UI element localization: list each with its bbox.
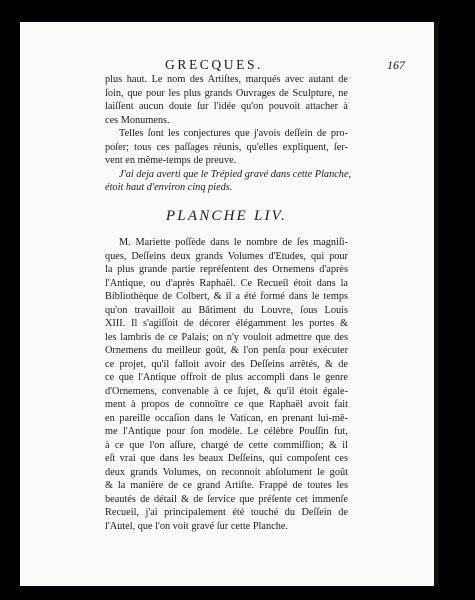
text-line: l'Antique, ou d'après Raphaël. Ce Recueil étoit dans la xyxy=(105,277,348,289)
paragraph-mariette xyxy=(105,236,348,533)
text-line: étoit haut d'environ cinq pieds. xyxy=(105,182,233,193)
text-line: d'Ornemens, convenable à ce ſujet, & qu'il étoit égale- xyxy=(105,385,348,397)
text-line: ment à propos de connoître ce que Raphaël avoit fait xyxy=(105,399,348,410)
text-line: ce que l'Antique offroit de plus accompli dans le genre xyxy=(105,372,348,383)
text-line: vent en même-temps de preuve. xyxy=(105,155,237,166)
text-line: ce projet, qu'il falloit avoir des Deſſeins arrêtés, & de xyxy=(105,358,348,370)
text-line: deux grands Volumes, on reconnoit abſolument le goût xyxy=(105,466,348,478)
text-line: la plus grande partie repréſentent des Ornemens d'après xyxy=(105,264,348,275)
text-line: J'ai deja averti que le Trépied gravé dans cette Planche, xyxy=(119,168,352,180)
italic-note xyxy=(105,168,352,195)
text-line: Telles ſont les conjectures que j'avois deſſein de pro- xyxy=(119,128,348,139)
text-line: qu'on travailloit au Bâtiment du Louvre, ſous Louis xyxy=(105,304,348,316)
paragraph-continued xyxy=(105,73,348,127)
text-line: plus haut. Le nom des Artiſtes, marqués avec autant de xyxy=(105,74,348,85)
page-number: 167 xyxy=(387,58,405,72)
text-line: l'Autel, que l'on voit gravé ſur cette Planche. xyxy=(105,520,288,532)
text-line: me l'Antique pour ſon modèle. Le célèbre Pouſſin fut, xyxy=(105,426,348,437)
paragraph-conjectures xyxy=(105,127,348,168)
text-line: ques, Deſſeins deux grands Volumes d'Etudes, qui pour xyxy=(105,250,348,262)
text-line: XIII. Il s'agiſſoit de décorer élégamment les portes & xyxy=(105,318,348,329)
plate-title: PLANCHE LIV. xyxy=(165,207,288,224)
text-line: les lambris de ce Palais; on n'y vouloit admettre que des xyxy=(105,331,348,343)
text-line: Ornemens du meilleur goût, & l'on penſa pour exécuter xyxy=(105,345,348,356)
text-line: & la manière de ce grand Artiſte. Frappé de toutes les xyxy=(105,480,348,491)
text-line: ces Monumens. xyxy=(105,114,170,126)
text-line: ſoin, que pour les plus grands Ouvrages de Sculpture, ne xyxy=(105,87,348,99)
running-title: GRECQUES. xyxy=(165,57,264,72)
book-page xyxy=(20,22,439,586)
text-line: beautés de détail & de ſervice que préſente cet immenſe xyxy=(105,493,348,505)
text-line: à ce que l'on aſſure, chargé de cette commiſſion; & il xyxy=(105,439,348,451)
text-line: Recueil, j'ai principalement été touché du Deſſein de xyxy=(105,507,348,518)
text-line: M. Mariette poſſède dans le nombre de ſes magniſi- xyxy=(119,237,348,248)
text-line: en pareille occaſion dans le Vatican, en prenant lui-mê- xyxy=(105,412,348,424)
text-line: Bibliothèque de Colbert, & il a été formé dans le temps xyxy=(105,291,348,302)
text-line: poſer; tous ces paſſages réunis, qu'elles expliquent, ſer- xyxy=(105,141,348,153)
page-header xyxy=(20,57,434,73)
text-block xyxy=(105,73,352,533)
text-line: eſt vrai que dans les beaux Deſſeins, qui compoſent ces xyxy=(105,453,348,464)
text-line: laiſſent aucun doute ſur l'idée qu'on pouvoit attacher à xyxy=(105,101,348,112)
